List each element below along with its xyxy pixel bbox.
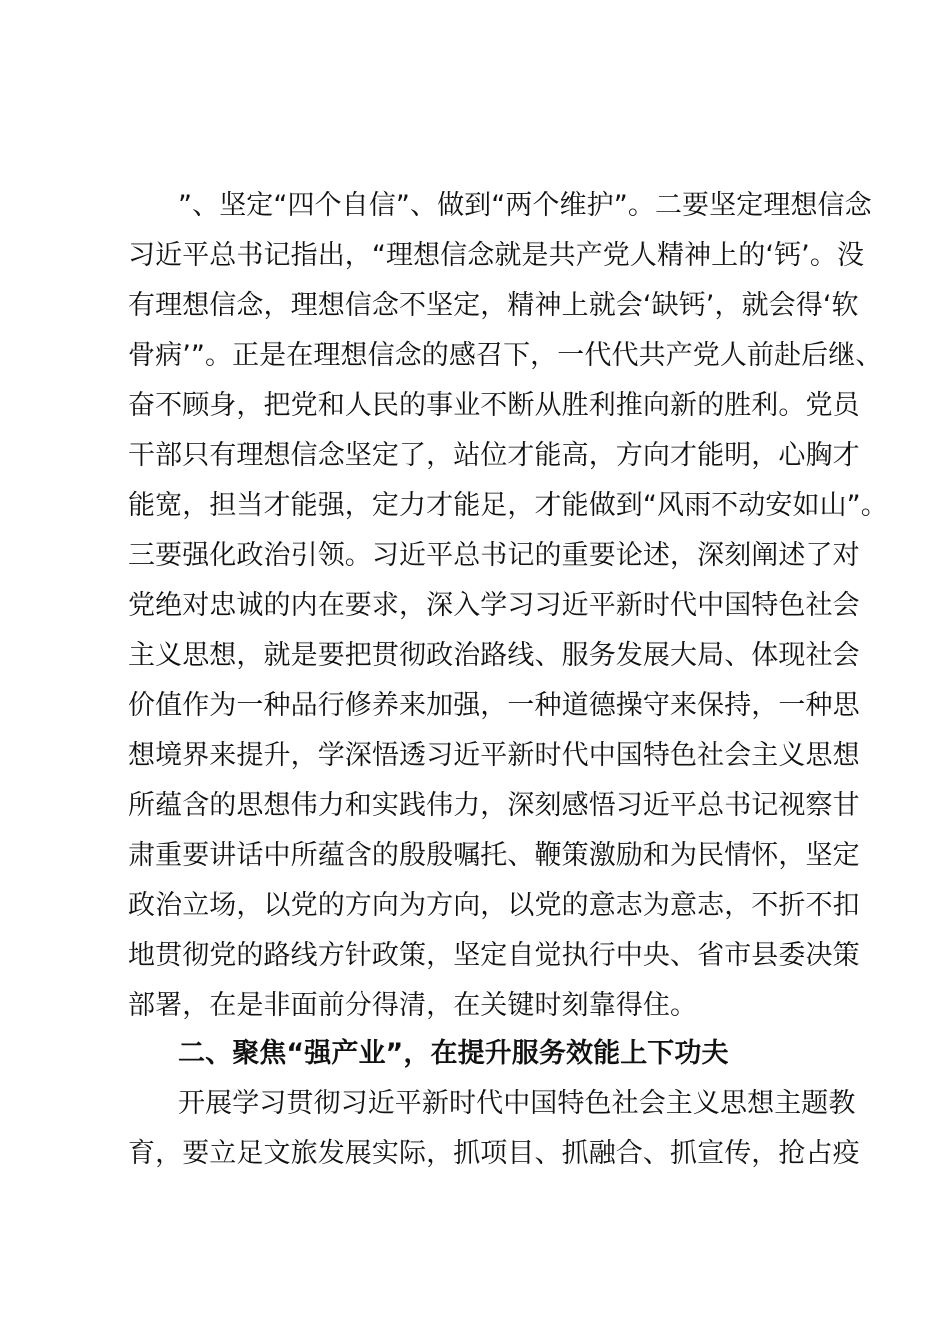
section-heading: 二、聚焦“强产业”，在提升服务效能上下功夫: [178, 1038, 729, 1069]
paragraph-line-17: 部署，在是非面前分得清，在关键时刻靠得住。: [128, 990, 698, 1021]
paragraph-line-9: 党绝对忠诚的内在要求，深入学习习近平新时代中国特色社会: [128, 590, 860, 621]
paragraph-line-8: 三要强化政治引领。习近平总书记的重要论述，深刻阐述了对: [128, 540, 860, 571]
paragraph-line-2: 习近平总书记指出，“理想信念就是共产党人精神上的‘钙’。没: [128, 240, 865, 271]
closing-line-1: 开展学习贯彻习近平新时代中国特色社会主义思想主题教: [178, 1088, 856, 1119]
paragraph-line-13: 所蕴含的思想伟力和实践伟力，深刻感悟习近平总书记视察甘: [128, 790, 860, 821]
closing-line-2: 育，要立足文旅发展实际，抓项目、抓融合、抓宣传，抢占疫: [128, 1138, 860, 1169]
paragraph-line-15: 政治立场，以党的方向为方向，以党的意志为意志，不折不扣: [128, 890, 860, 921]
paragraph-line-16: 地贯彻党的路线方针政策，坚定自觉执行中央、省市县委决策: [128, 940, 860, 971]
paragraph-line-14: 肃重要讲话中所蕴含的殷殷嘱托、鞭策激励和为民情怀，坚定: [128, 840, 860, 871]
paragraph-line-1: ”、坚定“四个自信”、做到“两个维护”。二要坚定理想信念: [178, 190, 872, 221]
paragraph-line-10: 主义思想，就是要把贯彻政治路线、服务发展大局、体现社会: [128, 640, 860, 671]
paragraph-line-12: 想境界来提升，学深悟透习近平新时代中国特色社会主义思想: [128, 740, 860, 771]
paragraph-line-7: 能宽，担当才能强，定力才能足，才能做到“风雨不动安如山”。: [128, 490, 888, 521]
paragraph-line-11: 价值作为一种品行修养来加强，一种道德操守来保持，一种思: [128, 690, 860, 721]
paragraph-line-4: 骨病’”。正是在理想信念的感召下，一代代共产党人前赴后继、: [128, 340, 883, 371]
paragraph-line-3: 有理想信念，理想信念不坚定，精神上就会‘缺钙’，就会得‘软: [128, 290, 859, 321]
paragraph-line-6: 干部只有理想信念坚定了，站位才能高，方向才能明，心胸才: [128, 440, 860, 471]
paragraph-line-5: 奋不顾身，把党和人民的事业不断从胜利推向新的胜利。党员: [128, 390, 860, 421]
